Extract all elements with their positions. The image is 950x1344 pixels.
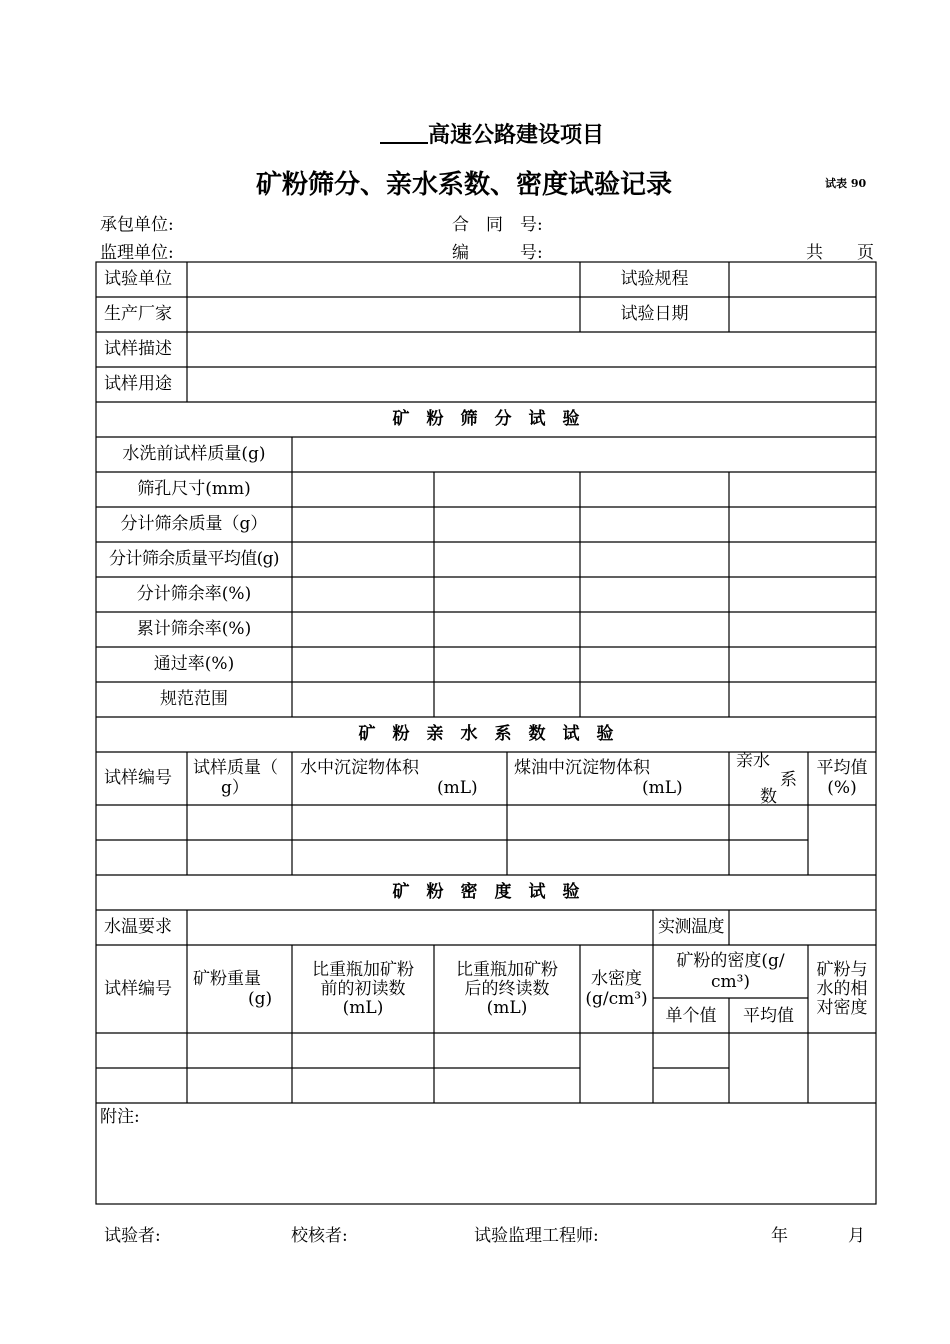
hyd-mass-unit: g） [221,778,249,798]
sieve-section-title: 矿 粉 筛 分 试 验 [392,409,580,429]
hyd-mass-header: 试样质量（ [193,758,278,778]
engineer-label: 试验监理工程师: [474,1226,599,1246]
form-title: 矿粉筛分、亲水系数、密度试验记录 [256,170,673,200]
project-title: 高速公路建设项目 [380,118,604,149]
den-final-header-2: 后的终读数 [464,979,550,999]
den-init-header: 比重瓶加矿粉 [312,960,414,980]
test-unit-label: 试验单位 [104,269,172,289]
sieve-row-label: 累计筛余率(%) [136,619,252,639]
den-relative-header-2: 水的相 [816,979,868,999]
sample-desc-label: 试样描述 [104,339,172,359]
sieve-row-label: 水洗前试样质量(g) [122,444,266,464]
sieve-row-label: 分计筛余率(%) [136,584,252,604]
den-init-unit: (mL) [342,998,384,1018]
supervisor-label: 监理单位: [100,243,174,263]
den-avg-value-header: 平均值 [743,1006,794,1026]
den-single-value-header: 单个值 [665,1006,717,1026]
sieve-row-label: 筛孔尺寸(mm) [137,479,251,499]
den-powder-density-header: 矿粉的密度(g/ [676,951,785,971]
hyd-water-unit: (mL) [437,778,478,798]
hyd-coef-header-3: 数 [760,787,777,807]
manufacturer-label: 生产厂家 [104,304,172,324]
hyd-avg-header: 平均值 [816,758,868,778]
den-init-header-2: 前的初读数 [320,979,406,999]
sieve-row-label: 分计筛余质量（g） [120,514,268,534]
pages-label: 共 页 [806,243,874,263]
den-relative-header: 矿粉与 [816,960,868,980]
water-temp-req-label: 水温要求 [104,917,172,937]
contractor-label: 承包单位: [100,215,174,235]
measured-temp-label: 实测温度 [658,917,724,937]
hyd-kerosene-header: 煤油中沉淀物体积 [514,758,650,778]
hyd-coef-header-2: 系 [780,770,797,790]
den-weight-header: 矿粉重量 [193,969,261,989]
den-water-density-header: 水密度 [591,969,642,989]
hyd-sample-no-header: 试样编号 [104,768,172,788]
den-weight-unit: (g) [248,989,273,1009]
sieve-row-label: 规范范围 [160,689,228,709]
sample-use-label: 试样用途 [104,374,172,394]
den-powder-density-unit: cm³) [710,972,751,992]
form-code: 试表 90 [825,177,867,190]
hyd-kerosene-unit: (mL) [642,778,683,798]
month-label: 月 [848,1226,865,1246]
test-spec-label: 试验规程 [620,269,689,289]
contract-no-label: 合 同 号: [452,215,543,235]
hydrophilic-section-title: 矿 粉 亲 水 系 数 试 验 [358,724,614,744]
den-sample-no-header: 试样编号 [104,979,172,999]
tester-label: 试验者: [104,1226,161,1246]
den-relative-header-3: 对密度 [816,998,868,1018]
serial-no-label: 编 号: [452,243,543,263]
year-label: 年 [771,1226,788,1246]
hyd-avg-unit: (%) [827,778,857,798]
hyd-water-header: 水中沉淀物体积 [300,758,419,778]
sieve-row-label: 分计筛余质量平均值(g) [109,549,279,569]
hyd-coef-header: 亲水 [736,751,770,771]
remarks-label: 附注: [100,1107,140,1127]
sieve-row-label: 通过率(%) [153,654,235,674]
den-water-density-unit: (g/cm³) [585,989,648,1009]
den-final-header: 比重瓶加矿粉 [456,960,558,980]
test-date-label: 试验日期 [620,304,689,324]
den-final-unit: (mL) [486,998,528,1018]
checker-label: 校核者: [291,1226,348,1246]
density-section-title: 矿 粉 密 度 试 验 [392,882,580,902]
